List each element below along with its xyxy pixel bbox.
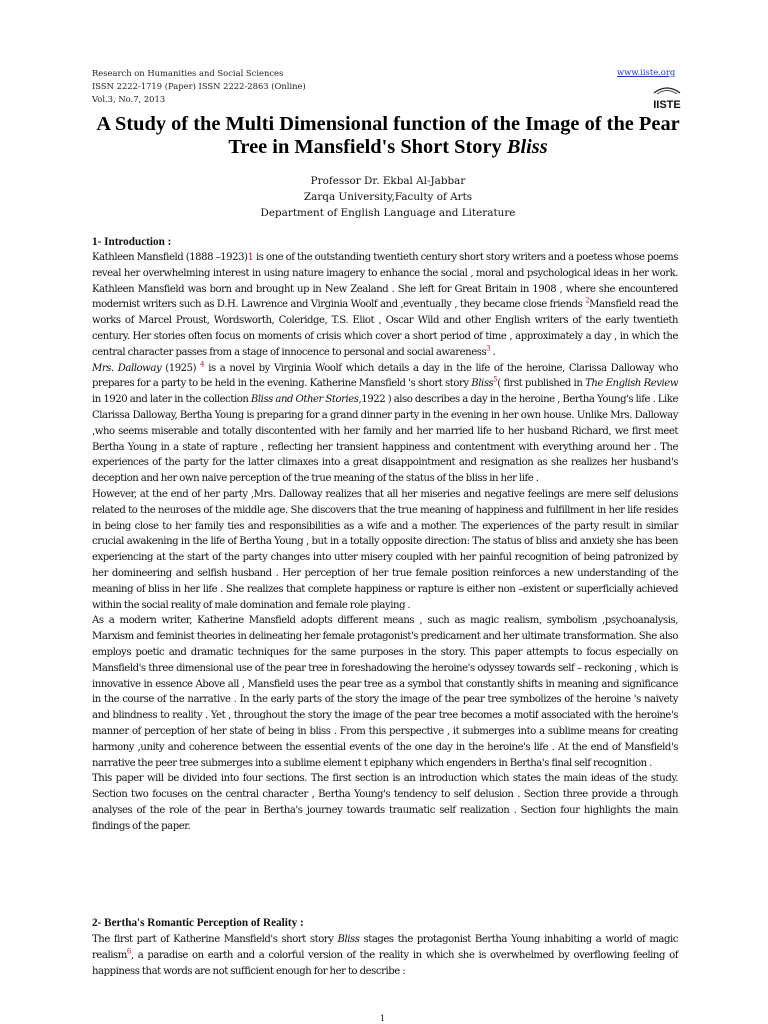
section-2-heading: 2- Bertha's Romantic Perception of Reality : [92,917,304,929]
work-title: Bliss [471,378,494,390]
text-run: (1925) [161,362,201,374]
work-title: Mrs. Dalloway [92,362,162,374]
reference-marker[interactable]: 3 [486,344,491,353]
section-2-body [92,932,678,979]
reference-marker[interactable]: 2 [585,297,590,306]
paragraph: This paper will be divided into four sections. The first section is an introduction which states the main ideas of the study. Section two focuses on the central character , Bertha Young's tendency to self delusion . Section three provide a through analyses of the role of the pear in Bertha's journey towards traumatic self realization . Section four highlights the main findings of the paper. [92,773,678,832]
reference-marker[interactable]: 5 [493,376,498,385]
reference-marker[interactable]: 4 [200,360,205,369]
text-run: The first part of Katherine Mansfield's short story [92,934,338,945]
journal-volume: Vol.3, No.7, 2013 [92,94,166,104]
reference-marker[interactable]: 6 [126,947,131,956]
section-1-heading: 1- Introduction : [92,236,172,248]
iiste-logo [650,83,684,111]
journal-issn: ISSN 2222-1719 (Paper) ISSN 2222-2863 (Online) [92,81,306,91]
section-1-body [92,250,678,834]
text-run: ,1922 ) also describes a day in the heroine , Bertha Young's life . Like Clarissa Dalloway, Bertha Young is preparing for a grand dinner party in the evening in her own house. Unlike Mrs. Dalloway ,who seems miserable and totally discontented with her family and her married life to her husband Richard, we first meet Bertha Young in a state of rapture , reflecting her transient happiness and contentment with everything around her . The experiences of the party for the latter climaxes into a great disappointment and resignation as she realizes her husband's deception and her own naive perception of the true meaning of the status of the bliss in her life . [92,394,678,485]
website-link[interactable]: www.iiste.org [617,67,676,77]
paper-title [92,113,684,159]
title-main: A Study of the Multi Dimensional function of the Image of the Pear Tree in Mansfield's Short Story [96,113,680,158]
author-affiliation: Zarqa University,Faculty of Arts [303,191,473,203]
paragraph: As a modern writer, Katherine Mansfield adopts different means , such as magic realism, symbolism ,psychoanalysis, Marxism and feminist theories in delineating her female protagonist's predicament and her ultimate transformation. She also employs poetic and dramatic techniques for the same purposes in the story. This paper attempts to focus especially on Mansfield's three dimensional use of the pear tree in foreshadowing the heroine's odyssey towards self – reckoning , which is innovative in essence Above all , Mansfield uses the pear tree as a symbol that constantly shifts in meaning and significance in the course of the narrative . In the early parts of the story the image of the pear tree symbolizes of the heroine 's naivety and blindness to reality . Yet , throughout the story the image of the pear tree becomes a motif associated with the heroine's manner of perception of her state of being in bliss . From this perspective , it submerges into a sublime means for creating harmony ,unity and coherence between the essential events of the one day in the heroine's life . At the end of Mansfield's narrative the peer tree submerges into a sublime element t epiphany which engenders in Bertha's final self recognition . [92,615,678,769]
work-title: Bliss and Other Stories [250,394,359,406]
author-department: Department of English Language and Literature [260,207,516,219]
text-run: Mansfield read the works of Marcel Proust, Wordsworth, Coleridge, T.S. Eliot , Oscar Wild and other English writers of the early twentieth century. Her stories often focus on moments of crisis which cover a short period of time , approximately a day , in which the central character passes from a stage of innocence to personal and social awareness [92,299,678,358]
text-run: in 1920 and later in the collection [92,394,251,406]
text-run: stages the protagonist Bertha Young inhabiting a world of magic realism [92,934,678,961]
title-italic: Bliss [506,136,548,158]
paragraph [92,361,678,487]
text-run: , a paradise on earth and a colorful version of the reality in which she is overwhelmed by overflowing feeling of happiness that words are not sufficient enough for her to describe : [92,949,678,977]
page-number: 1 [380,1014,386,1023]
journal-name: Research on Humanities and Social Sciences [92,68,284,78]
reference-marker[interactable]: 1 [247,252,254,263]
author-block [92,173,684,221]
text-run: . [490,346,496,358]
text-run: ( first published in [497,378,586,390]
paragraph [92,250,678,361]
work-title: Bliss [337,934,360,945]
paragraph: However, at the end of her party ,Mrs. Dalloway realizes that all her miseries and negative feelings are mere self delusions related to the neuroses of the middle age. She discovers that the true meaning of happiness and fulfillment in her life resides in being close to her family ties and responsibilities as a wife and a mother. The experiences of the party result in similar crucial awakening in the life of Bertha Young , but in a totally opposite direction: The status of bliss and anxiety she has been experiencing at the start of the party changes into utter misery coupled with her painful recognition of being patronized by her domineering and selfish husband . Her perception of her true female position reinforces a new understanding of the meaning of bliss in her life . She realizes that complete happiness or rapture is either non –existent or superficially achieved within the social reality of male domination and female role playing . [92,488,678,611]
work-title: The English Review [585,378,679,390]
text-run: is one of the outstanding twentieth century short story writers and a poetess whose poems reveal her overwhelming interest in using nature imagery to enhance the social , moral and psychological ideas in her work. Kathleen Mansfield was born and brought up in New Zealand . She left for Great Britain in 1908 , where she encountered modernist writers such as D.H. Lawrence and Virginia Woolf and ,eventually , they became close friends [92,252,678,311]
paragraph [92,932,678,979]
logo-text: IISTE [653,99,681,111]
journal-header [92,67,306,106]
author-name: Professor Dr. Ekbal Al-Jabbar [310,175,466,187]
text-run: Kathleen Mansfield (1888 –1923) [92,252,248,263]
text-run: is a novel by Virginia Woolf which details a day in the life of the heroine, Clarissa Dalloway who prepares for a party to be held in the evening. Katherine Mansfield 's short story [92,362,678,390]
